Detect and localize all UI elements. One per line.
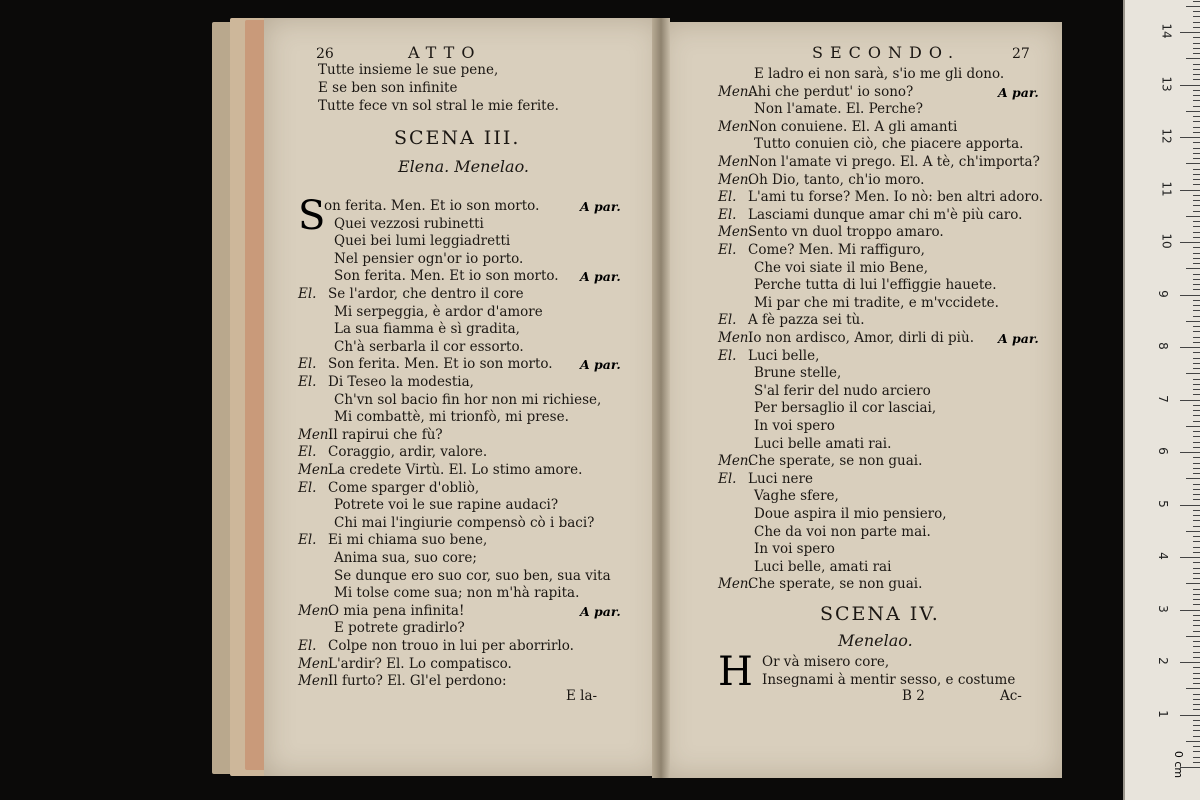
speaker-label: El. [718,189,737,206]
ruler-tick [1193,526,1200,527]
verse-line: Mi tolse come sua; non m'hà rapita. [334,585,580,602]
ruler-tick [1186,163,1200,164]
ruler-tick [1193,510,1200,511]
right-running-head: SECONDO. [812,43,961,62]
verse-line: Quei vezzosi rubinetti [334,215,484,232]
ruler-tick [1193,494,1200,495]
ruler-number: 5 [1155,499,1170,508]
verse-line: Mi serpeggia, è ardor d'amore [334,303,543,320]
top-line: Tutte fece vn sol stral le mie ferite. [318,98,559,114]
speaker-label: Men. [718,171,753,188]
aside-note: A par. [998,84,1039,100]
ruler-tick [1193,326,1200,327]
ruler-tick [1186,268,1200,269]
ruler-tick [1180,400,1200,401]
ruler-tick [1186,321,1200,322]
ruler-tick [1193,253,1200,254]
ruler-tick [1186,373,1200,374]
ruler-tick [1193,589,1200,590]
ruler-tick [1193,573,1200,574]
verse-line: Doue aspira il mio pensiero, [754,506,947,522]
ruler-tick [1193,678,1200,679]
ruler-number: 2 [1155,657,1170,665]
ruler-number: 9 [1155,289,1170,298]
ruler-tick [1193,211,1200,212]
ruler-tick [1193,258,1200,259]
ruler-tick [1193,746,1200,747]
verse-line: Il furto? El. Gl'el perdono: [328,673,507,690]
ruler-tick [1193,489,1200,490]
ruler-tick [1193,43,1200,44]
ruler-tick [1193,484,1200,485]
ruler-tick [1186,216,1200,217]
ruler-tick [1193,195,1200,196]
ruler-tick [1193,331,1200,332]
verse-line: S'al ferir del nudo arciero [754,382,931,399]
ruler-number: 1 [1155,709,1170,718]
ruler-tick [1186,478,1200,479]
left-running-head: ATTO [408,43,482,62]
speaker-label: El. [718,347,737,364]
speaker-label: Men. [718,83,753,100]
ruler-number: 11 [1159,180,1174,197]
ruler-tick [1193,100,1200,101]
ruler-tick [1193,457,1200,458]
speaker-label: Men. [298,426,333,443]
ruler-tick [1193,631,1200,632]
verse-line: on ferita. Men. Et io son morto. [324,198,540,214]
ruler-tick [1193,594,1200,595]
speaker-label: Men. [718,118,753,135]
ruler-tick [1193,384,1200,385]
ruler-tick [1193,657,1200,658]
ruler-tick [1193,394,1200,395]
end-line: Or và misero core, [762,654,890,670]
speaker-label: El. [298,479,317,496]
ruler-tick [1186,111,1200,112]
ruler-tick [1193,751,1200,752]
ruler-tick [1193,415,1200,416]
ruler-tick [1193,379,1200,380]
ruler-number: 13 [1159,75,1174,92]
ruler-tick [1186,636,1200,637]
ruler-tick [1186,583,1200,584]
speaker-label: El. [718,242,737,258]
verse-line: Perche tutta di lui l'effiggie hauete. [754,277,997,294]
ruler-tick [1180,610,1200,611]
ruler-tick [1193,53,1200,54]
ruler-tick [1193,310,1200,311]
ruler-tick [1180,190,1200,191]
verse-line: Nel pensier ogn'or io porto. [334,250,524,267]
speaker-label: El. [298,356,317,373]
ruler-tick [1193,431,1200,432]
ruler-tick [1193,127,1200,128]
ruler-tick [1186,531,1200,532]
ruler-tick [1193,74,1200,75]
verse-line: Luci belle, amati rai [754,558,892,575]
verse-line: In voi spero [754,541,835,558]
ruler-tick [1193,442,1200,443]
drop-cap: S [298,193,326,239]
ruler-tick [1180,662,1200,663]
verse-line: Non l'amate. El. Perche? [754,101,924,118]
ruler-tick [1180,32,1200,33]
ruler-tick [1193,730,1200,731]
ruler-tick [1193,200,1200,201]
ruler-tick [1193,762,1200,763]
ruler-tick [1193,720,1200,721]
ruler-tick [1193,736,1200,737]
verse-line: La credete Virtù. El. Lo stimo amore. [328,462,583,478]
verse-line: Che sperate, se non guai. [748,453,923,470]
speaker-label: El. [298,638,317,654]
verse-line: Non conuiene. El. A gli amanti [748,118,958,135]
scene-title: SCENA III. [394,127,521,149]
ruler-tick [1193,562,1200,563]
speaker-label: Men. [718,330,753,346]
ruler-tick [1193,568,1200,569]
ruler-tick [1180,295,1200,296]
verse-line: Oh Dio, tanto, ch'io moro. [748,171,925,188]
ruler-tick [1193,541,1200,542]
verse-line: In voi spero [754,418,835,434]
verse-line: Mi combattè, mi trionfò, mi prese. [334,409,569,426]
ruler-tick [1193,274,1200,275]
ruler-tick [1180,505,1200,506]
ruler-tick [1193,363,1200,364]
verse-line: A fè pazza sei tù. [748,312,865,329]
ruler-number: 10 [1159,233,1174,249]
speaker-label: El. [298,532,317,549]
verse-line: Lasciami dunque amar chi m'è più caro. [748,206,1023,223]
ruler-tick [1193,463,1200,464]
verse-line: Coraggio, ardir, valore. [328,444,488,461]
end-line: Insegnami à mentir sesso, e costume [762,672,1016,688]
aside-note: A par. [580,603,621,619]
scene-title: SCENA IV. [820,603,940,625]
ruler-number: 14 [1159,23,1174,39]
ruler-tick [1193,11,1200,12]
ruler-number: 3 [1155,604,1170,613]
ruler-tick [1193,132,1200,133]
speaker-label: El. [718,312,737,329]
verse-line: Sento vn duol troppo amaro. [748,224,944,241]
ruler-tick [1193,704,1200,705]
ruler-tick [1193,337,1200,338]
verse-line: Che sperate, se non guai. [748,576,923,593]
catchword: E la- [566,688,598,704]
ruler-tick [1193,342,1200,343]
ruler-tick [1180,715,1200,716]
verse-line: Di Teseo la modestia, [328,374,474,390]
ruler-tick [1193,148,1200,149]
speaker-label: Men. [718,224,753,241]
scene-cast: Elena. Menelao. [398,157,529,176]
ruler-tick [1193,625,1200,626]
ruler-tick [1193,757,1200,758]
ruler-tick [1193,421,1200,422]
ruler-tick [1193,184,1200,185]
ruler-tick [1193,279,1200,280]
verse-line: Son ferita. Men. Et io son morto. [328,356,553,373]
ruler-tick [1186,426,1200,427]
ruler-tick [1193,405,1200,406]
ruler-number: 7 [1155,394,1170,403]
ruler-tick [1193,90,1200,91]
ruler-tick [1193,352,1200,353]
ruler-tick [1186,6,1200,7]
ruler-tick [1193,316,1200,317]
ruler-tick [1193,358,1200,359]
ruler-tick [1193,305,1200,306]
verse-line: Brune stelle, [754,365,842,382]
ruler-tick [1193,725,1200,726]
ruler-tick [1193,1,1200,2]
ruler-tick [1193,468,1200,469]
ruler-tick [1193,604,1200,605]
speaker-label: Men. [298,462,333,478]
ruler-tick [1193,284,1200,285]
ruler-tick [1193,27,1200,28]
measurement-ruler [1123,0,1200,800]
ruler-tick [1180,452,1200,453]
signature-mark: B 2 [902,688,925,704]
speaker-label: El. [298,374,317,390]
verse-line: Io non ardisco, Amor, dirli di più. [748,330,974,346]
speaker-label: Men. [718,453,753,470]
ruler-number: 6 [1155,447,1170,455]
drop-cap: H [718,649,753,695]
verse-line: La sua fiamma è sì gradita, [334,321,520,338]
verse-line: Che da voi non parte mai. [754,523,931,540]
ruler-tick [1193,447,1200,448]
verse-line: Chi mai l'ingiurie compensò cò i baci? [334,514,595,531]
ruler-tick [1180,347,1200,348]
ruler-tick [1193,667,1200,668]
verse-line: Se l'ardor, che dentro il core [328,286,524,302]
speaker-label: El. [298,286,317,302]
left-page-number: 26 [316,46,334,62]
ruler-tick [1193,226,1200,227]
verse-line: Ch'vn sol bacio fin hor non mi richiese, [334,391,602,408]
speaker-label: Men. [298,655,333,672]
verse-line: Come sparger d'obliò, [328,479,480,496]
ruler-tick [1193,232,1200,233]
verse-line: Mi par che mi tradite, e m'vccidete. [754,294,999,311]
ruler-tick [1193,436,1200,437]
aside-note: A par. [580,199,621,214]
ruler-tick [1180,137,1200,138]
ruler-tick [1193,536,1200,537]
scene-cast: Menelao. [838,631,913,650]
right-page-number: 27 [1012,46,1030,62]
speaker-label: El. [718,206,737,223]
ruler-tick [1193,221,1200,222]
ruler-tick [1193,389,1200,390]
ruler-tick [1193,263,1200,264]
verse-line: Tutto conuien ciò, che piacere apporta. [754,136,1024,153]
ruler-tick [1193,48,1200,49]
ruler-tick [1193,615,1200,616]
speaker-label: Men. [718,576,753,593]
ruler-number: 12 [1159,128,1174,144]
verse-line: Per bersaglio il cor lasciai, [754,400,937,417]
verse-line: Luci nere [748,470,813,487]
ruler-tick [1193,520,1200,521]
ruler-tick [1193,174,1200,175]
verse-line: L'ardir? El. Lo compatisco. [328,655,512,672]
verse-line: Luci belle, [748,347,820,364]
speaker-label: Men. [298,673,333,690]
verse-line: L'ami tu forse? Men. Io nò: ben altri adoro. [748,189,1043,206]
ruler-tick [1193,473,1200,474]
speaker-label: Men. [718,154,753,170]
aside-note: A par. [998,331,1039,346]
speaker-label: El. [298,444,317,461]
verse-line: Ahi che perdut' io sono? [748,83,914,100]
ruler-unit: 0 cm [1172,750,1186,779]
ruler-tick [1193,368,1200,369]
ruler-tick [1180,557,1200,558]
ruler-tick [1193,699,1200,700]
ruler-tick [1193,694,1200,695]
speaker-label: El. [718,470,737,487]
aside-note: A par. [580,269,621,285]
verse-line: Ch'à serbarla il cor essorto. [334,338,524,355]
ruler-tick [1193,169,1200,170]
ruler-tick [1193,599,1200,600]
ruler-tick [1193,673,1200,674]
verse-line: Se dunque ero suo cor, suo ben, sua vita [334,567,611,584]
ruler-tick [1193,116,1200,117]
ruler-tick [1193,64,1200,65]
ruler-tick [1193,69,1200,70]
aside-note: A par. [580,357,621,373]
verse-line: Luci belle amati rai. [754,435,892,452]
ruler-tick [1193,179,1200,180]
ruler-tick [1193,158,1200,159]
ruler-tick [1186,58,1200,59]
verse-line: E potrete gradirlo? [334,620,465,637]
ruler-tick [1193,237,1200,238]
verse-line: Quei bei lumi leggiadretti [334,233,511,250]
ruler-tick [1193,300,1200,301]
ruler-tick [1180,242,1200,243]
ruler-tick [1193,22,1200,23]
verse-line: Vaghe sfere, [754,488,839,505]
verse-line: Non l'amate vi prego. El. A tè, ch'importa? [748,154,1040,170]
ruler-tick [1193,247,1200,248]
ruler-tick [1193,641,1200,642]
speaker-label: Men. [298,602,333,619]
ruler-tick [1193,106,1200,107]
ruler-tick [1193,153,1200,154]
top-line: E se ben son infinite [318,80,458,96]
ruler-tick [1193,683,1200,684]
ruler-tick [1193,289,1200,290]
ruler-tick [1193,652,1200,653]
ruler-tick [1193,79,1200,80]
verse-line: Potrete voi le sue rapine audaci? [334,497,559,514]
catchword: Ac- [1000,688,1022,704]
ruler-number: 4 [1155,552,1170,560]
verse-line: Il rapirui che fù? [328,426,443,443]
verse-line: Son ferita. Men. Et io son morto. [334,268,559,285]
verse-line: Che voi siate il mio Bene, [754,259,929,276]
ruler-tick [1193,515,1200,516]
ruler-tick [1193,121,1200,122]
ruler-tick [1193,552,1200,553]
ruler-tick [1193,410,1200,411]
ruler-tick [1186,688,1200,689]
ruler-tick [1193,16,1200,17]
ruler-tick [1193,95,1200,96]
verse-line: Colpe non trouo in lui per aborrirlo. [328,638,574,654]
ruler-tick [1193,646,1200,647]
verse-line: O mia pena infinita! [328,602,465,619]
verse-line: E ladro ei non sarà, s'io me gli dono. [754,66,1005,82]
verse-line: Ei mi chiama suo bene, [328,532,488,549]
ruler-tick [1193,709,1200,710]
ruler-tick [1193,620,1200,621]
ruler-tick [1193,205,1200,206]
ruler-tick [1180,85,1200,86]
ruler-tick [1193,547,1200,548]
top-line: Tutte insieme le sue pene, [318,62,499,78]
ruler-tick [1193,142,1200,143]
verse-line: Come? Men. Mi raffiguro, [748,242,925,258]
ruler-tick [1193,578,1200,579]
book-gutter [652,18,670,778]
ruler-tick [1193,37,1200,38]
ruler-number: 8 [1155,342,1170,350]
ruler-tick [1193,499,1200,500]
verse-line: Anima sua, suo core; [334,550,477,566]
ruler-tick [1186,741,1200,742]
